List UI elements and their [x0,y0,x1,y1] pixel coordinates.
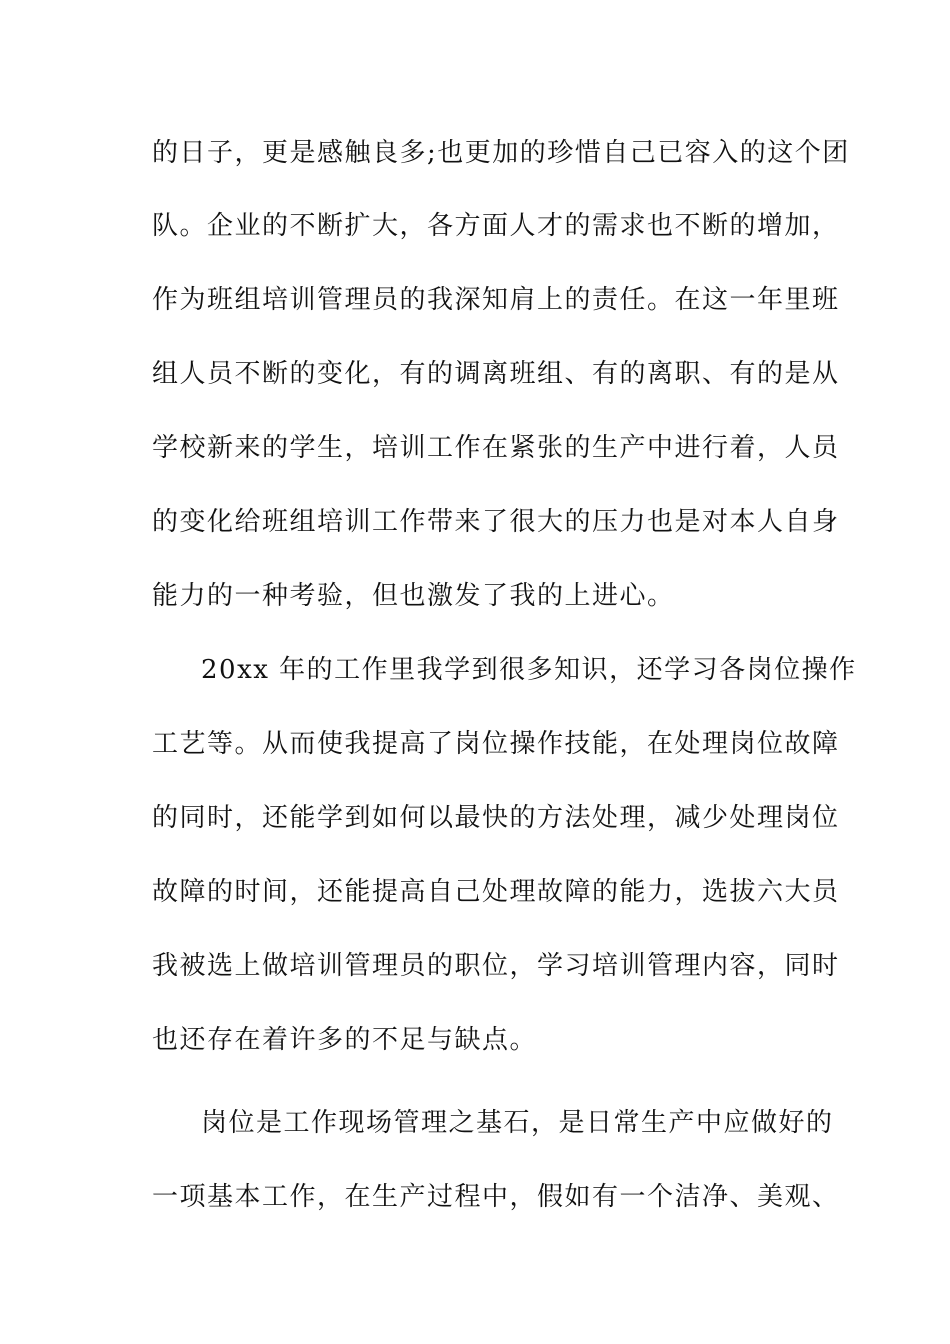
text-line: 的变化给班组培训工作带来了很大的压力也是对本人自身 [152,507,840,537]
text-line: 学校新来的学生，培训工作在紧张的生产中进行着，人员 [152,433,840,463]
text-line: 的日子，更是感触良多;也更加的珍惜自己已容入的这个团 [152,138,850,168]
text-line: 组人员不断的变化，有的调离班组、有的离职、有的是从 [152,359,840,389]
text-line: 能力的一种考验，但也激发了我的上进心。 [152,581,675,611]
text-line: 队。企业的不断扩大，各方面人才的需求也不断的增加， [152,211,840,241]
text-line: 的同时，还能学到如何以最快的方法处理，减少处理岗位 [152,803,840,833]
text-line: 也还存在着许多的不足与缺点。 [152,1025,538,1055]
text-line: 工艺等。从而使我提高了岗位操作技能，在处理岗位故障 [152,729,840,759]
text-line: 故障的时间，还能提高自己处理故障的能力，选拔六大员 [152,877,840,907]
text-line: 我被选上做培训管理员的职位，学习培训管理内容，同时 [152,951,840,981]
text-line: 岗位是工作现场管理之基石，是日常生产中应做好的 [201,1108,834,1138]
text-line: 作为班组培训管理员的我深知肩上的责任。在这一年里班 [152,285,840,315]
text-line: 20xx 年的工作里我学到很多知识，还学习各岗位操作 [201,655,857,685]
text-line: 一项基本工作，在生产过程中，假如有一个洁净、美观、 [152,1182,840,1212]
